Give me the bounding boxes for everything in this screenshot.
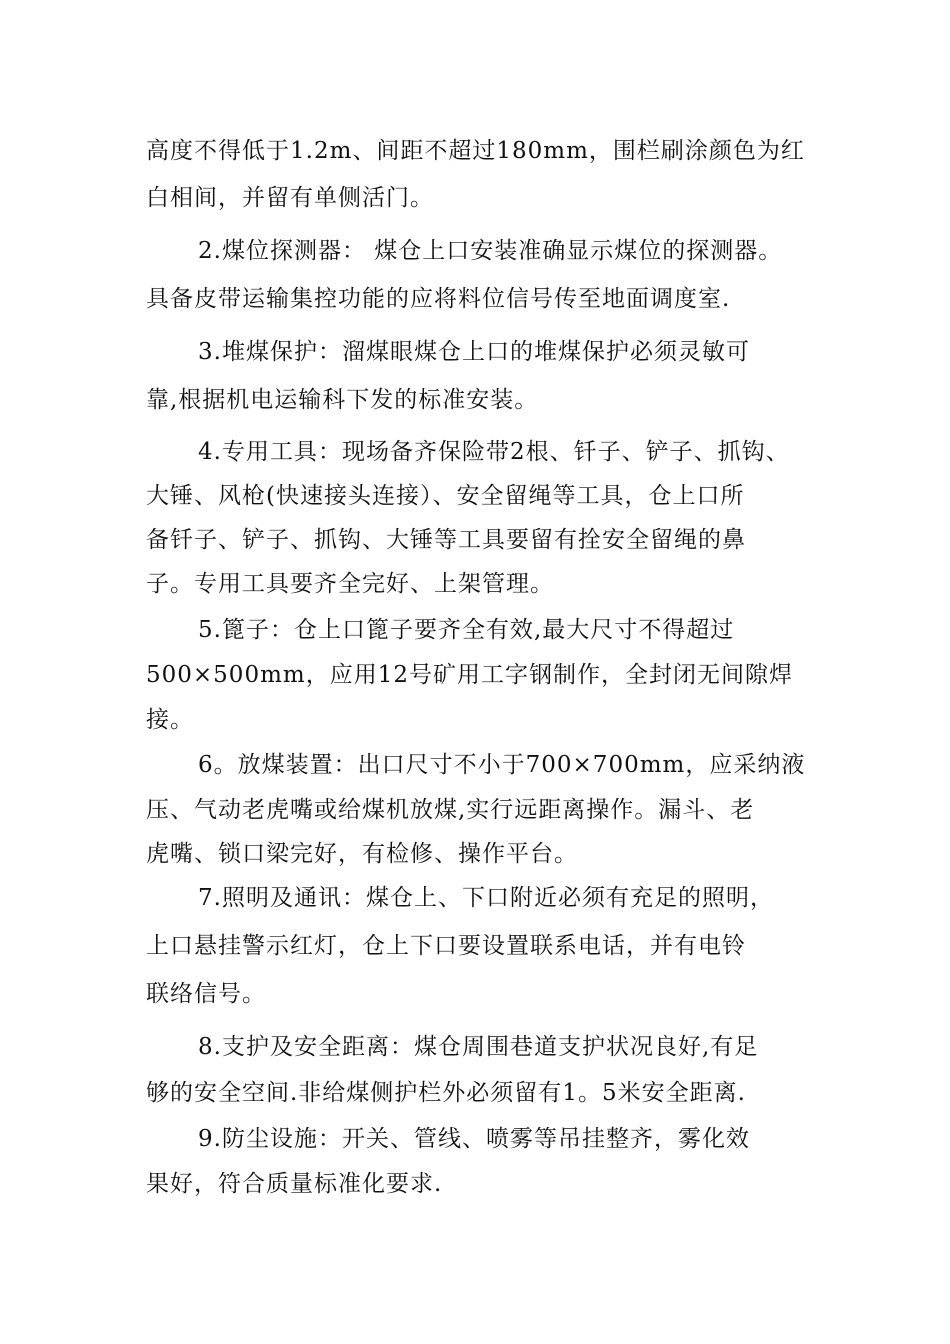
item-6-line-3: 虎嘴、锁口梁完好，有检修、操作平台。 [146,841,578,867]
item-5-line-3: 接。 [146,707,194,733]
item-7-line-2: 上口悬挂警示红灯，仓上下口要设置联系电话，并有电铃 [146,933,746,959]
item-8-line-2: 够的安全空间.非给煤侧护栏外必须留有1。5米安全距离. [146,1080,746,1106]
item-2-line-1: 2.煤位探测器： 煤仓上口安装准确显示煤位的探测器。 [198,238,783,264]
item-9-line-1: 9.防尘设施：开关、管线、喷雾等吊挂整齐，雾化效 [198,1126,750,1152]
item-4-line-2: 大锤、风枪(快速接头连接）、安全留绳等工具，仓上口所 [146,483,745,509]
item-3-line-1: 3.堆煤保护：溜煤眼煤仓上口的堆煤保护必须灵敏可 [198,339,750,365]
item-6-line-2: 压、气动老虎嘴或给煤机放煤,实行远距离操作。漏斗、老 [146,797,755,823]
item-5-line-1: 5.篦子：仓上口篦子要齐全有效,最大尺寸不得超过 [198,617,735,643]
item-4-line-3: 备钎子、铲子、抓钩、大锤等工具要留有拴安全留绳的鼻 [146,527,746,553]
item-6-line-1: 6。放煤装置：出口尺寸不小于700×700mm，应采纳液 [198,752,806,778]
item-7-line-3: 联络信号。 [146,981,266,1007]
text-line-2: 白相间，并留有单侧活门。 [146,185,434,211]
item-7-line-1: 7.照明及通讯：煤仓上、下口附近必须有充足的照明， [198,885,774,911]
item-4-line-1: 4.专用工具：现场备齐保险带2根、钎子、铲子、抓钩、 [198,439,790,465]
item-3-line-2: 靠,根据机电运输科下发的标准安装。 [146,387,539,413]
item-2-line-2: 具备皮带运输集控功能的应将料位信号传至地面调度室. [146,286,731,312]
item-4-line-4: 子。专用工具要齐全完好、上架管理。 [146,571,554,597]
item-9-line-2: 果好，符合质量标准化要求. [146,1171,443,1197]
item-8-line-1: 8.支护及安全距离：煤仓周围巷道支护状况良好,有足 [198,1034,759,1060]
item-5-line-2: 500×500mm，应用12号矿用工字钢制作，全封闭无间隙焊 [146,662,793,688]
text-line-1: 高度不得低于1.2m、间距不超过180mm，围栏刷涂颜色为红 [146,138,805,164]
